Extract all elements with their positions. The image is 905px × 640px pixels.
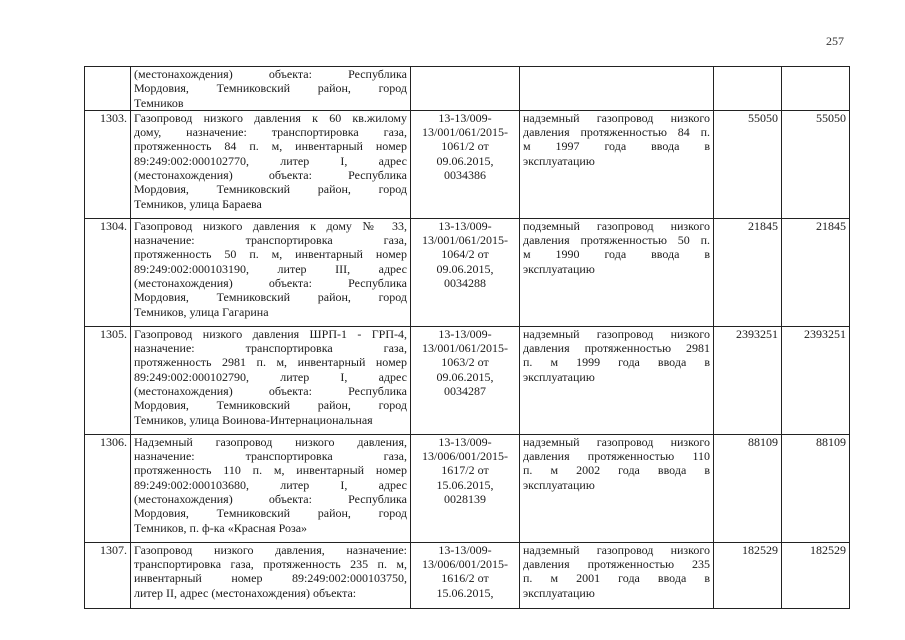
value-2-cell [782,434,850,542]
registration-record-line: 13-13/009- [438,434,492,449]
characteristics-line: подземный газопровод низкого [523,218,710,233]
value-2-cell [782,67,850,111]
characteristics-line: давления протяженностью 50 п. [523,233,710,248]
object-description-line: (местонахождения) объекта: Республика [134,168,407,183]
registration-record-line: 0034386 [444,168,486,183]
table-row [85,110,850,218]
registration-record-line: 1064/2 от [441,247,489,262]
object-description-line: Газопровод низкого давления к дому № 33, [134,218,407,233]
row-number-cell [85,542,131,608]
value-1-cell [714,326,782,434]
object-description-line: Темников, п. ф-ка «Красная Роза» [134,520,308,535]
registration-record-line: 09.06.2015, [436,369,494,384]
object-description-line: 89:249:002:000103680, литер I, адрес [134,477,407,492]
registration-record-cell [411,218,520,326]
object-description-line: дому, назначение: транспортировка газа, [134,125,407,140]
object-description-line: 89:249:002:000102770, литер I, адрес [134,153,407,168]
object-description-line: транспортировка газа, протяженность 235 п. м, [134,557,407,572]
table-row [85,67,850,111]
object-description-line: 89:249:002:000103190, литер III, адрес [134,261,407,276]
object-description-line: Темников, улица Гагарина [134,304,269,319]
characteristics-line: надземный газопровод низкого [523,326,710,341]
table-row [85,434,850,542]
registration-record-line: 13/006/001/2015- [422,449,508,464]
object-description-line: Мордовия, Темниковский район, город [134,81,407,96]
characteristics-line: эксплуатацию [523,585,595,600]
object-description-line: (местонахождения) объекта: Республика [134,492,407,507]
characteristics-cell [520,326,714,434]
registration-record-line: 09.06.2015, [436,261,494,276]
characteristics-cell [520,110,714,218]
value-2-cell [782,542,850,608]
characteristics-line: м 1990 года ввода в [523,247,710,262]
registration-record-line: 0034288 [444,276,486,291]
object-description-line: протяженность 2981 п. м, инвентарный номер [134,355,407,370]
object-description-line: Темников, улица Бараева [134,196,262,211]
object-description-line: 89:249:002:000102790, литер I, адрес [134,369,407,384]
registration-record-line: 1617/2 от [441,463,489,478]
page-number: 257 [826,34,844,48]
registration-record-cell [411,542,520,608]
characteristics-line: эксплуатацию [523,477,595,492]
object-description-line: протяженность 110 п. м, инвентарный номер [134,463,407,478]
table-row [85,218,850,326]
characteristics-cell [520,218,714,326]
object-description-cell [131,326,411,434]
characteristics-cell [520,67,714,111]
object-description-line: (местонахождения) объекта: Республика [134,384,407,399]
value-1-cell [714,218,782,326]
characteristics-line: м 1997 года ввода в [523,139,710,154]
object-description-line: назначение: транспортировка газа, [134,449,407,464]
row-number: 1305. [100,326,127,341]
row-number-cell [85,218,131,326]
characteristics-line: эксплуатацию [523,369,595,384]
object-description-line: Газопровод низкого давления ШРП-1 - ГРП-4, [134,326,407,341]
value-1: 21845 [748,218,778,233]
object-description-cell [131,67,411,111]
registration-record-line: 13-13/009- [438,326,492,341]
characteristics-line: п. м 2002 года ввода в [523,463,710,478]
object-description-cell [131,218,411,326]
registration-record-line: 13/001/061/2015- [422,125,508,140]
characteristics-line: эксплуатацию [523,261,595,276]
registry-table-body [85,67,850,609]
value-2-cell [782,110,850,218]
value-1-cell [714,110,782,218]
registration-record-cell [411,434,520,542]
registration-record-line: 13-13/009- [438,110,492,125]
value-2: 21845 [816,218,846,233]
registration-record-cell [411,326,520,434]
registration-record-line: 0028139 [444,492,486,507]
registration-record-line: 15.06.2015, [436,585,494,600]
object-description-cell [131,110,411,218]
value-1-cell [714,67,782,111]
characteristics-line: п. м 2001 года ввода в [523,571,710,586]
object-description-line: Мордовия, Темниковский район, город [134,398,407,413]
registration-record-line: 13-13/009- [438,542,492,557]
value-2: 182529 [810,542,846,557]
object-description-line: Мордовия, Темниковский район, город [134,290,407,305]
characteristics-line: эксплуатацию [523,153,595,168]
row-number: 1306. [100,434,127,449]
object-description-line: Газопровод низкого давления к 60 кв.жилому [134,110,407,125]
value-2-cell [782,218,850,326]
registration-record-line: 13/001/061/2015- [422,341,508,356]
value-1: 2393251 [736,326,778,341]
characteristics-line: надземный газопровод низкого [523,434,710,449]
object-description-line: Мордовия, Темниковский район, город [134,506,407,521]
object-description-line: Темников, улица Воинова-Интернациональная [134,412,373,427]
characteristics-line: давления протяженностью 110 [523,449,710,464]
registration-record-line: 1616/2 от [441,571,489,586]
row-number-cell [85,326,131,434]
row-number: 1307. [100,542,127,557]
value-2: 55050 [816,110,846,125]
value-2-cell [782,326,850,434]
table-row [85,542,850,608]
characteristics-cell [520,542,714,608]
registration-record-line: 1063/2 от [441,355,489,370]
object-description-cell [131,542,411,608]
value-1: 182529 [742,542,778,557]
registration-record-line: 0034287 [444,384,486,399]
object-description-line: назначение: транспортировка газа, [134,341,407,356]
characteristics-cell [520,434,714,542]
object-description-line: инвентарный номер 89:249:002:000103750, [134,571,407,586]
characteristics-line: давления протяженностью 235 [523,557,710,572]
registration-record-line: 1061/2 от [441,139,489,154]
row-number: 1304. [100,218,127,233]
object-description-line: (местонахождения) объекта: Республика [134,67,407,81]
object-description-line: литер II, адрес (местонахождения) объекта: [134,585,357,600]
row-number-cell [85,110,131,218]
value-1-cell [714,434,782,542]
object-description-line: протяженность 84 п. м, инвентарный номер [134,139,407,154]
value-1: 88109 [748,434,778,449]
object-description-cell [131,434,411,542]
value-2: 88109 [816,434,846,449]
registration-record-cell [411,110,520,218]
object-description-line: Мордовия, Темниковский район, город [134,182,407,197]
registration-record-line: 13/006/001/2015- [422,557,508,572]
object-description-line: Надземный газопровод низкого давления, [134,434,407,449]
row-number: 1303. [100,110,127,125]
characteristics-line: п. м 1999 года ввода в [523,355,710,370]
value-1-cell [714,542,782,608]
object-description-line: протяженность 50 п. м, инвентарный номер [134,247,407,262]
object-description-line: Темников [134,95,184,110]
registration-record-line: 13-13/009- [438,218,492,233]
registration-record-cell [411,67,520,111]
object-description-line: назначение: транспортировка газа, [134,233,407,248]
characteristics-line: надземный газопровод низкого [523,542,710,557]
object-description-line: Газопровод низкого давления, назначение: [134,542,407,557]
table-row [85,326,850,434]
object-description-line: (местонахождения) объекта: Республика [134,276,407,291]
characteristics-line: надземный газопровод низкого [523,110,710,125]
registration-record-line: 09.06.2015, [436,153,494,168]
registration-record-line: 13/001/061/2015- [422,233,508,248]
value-1: 55050 [748,110,778,125]
row-number-cell [85,67,131,111]
row-number-cell [85,434,131,542]
characteristics-line: давления протяженностью 84 п. [523,125,710,140]
value-2: 2393251 [804,326,846,341]
registry-table [84,66,850,609]
registration-record-line: 15.06.2015, [436,477,494,492]
characteristics-line: давления протяженностью 2981 [523,341,710,356]
